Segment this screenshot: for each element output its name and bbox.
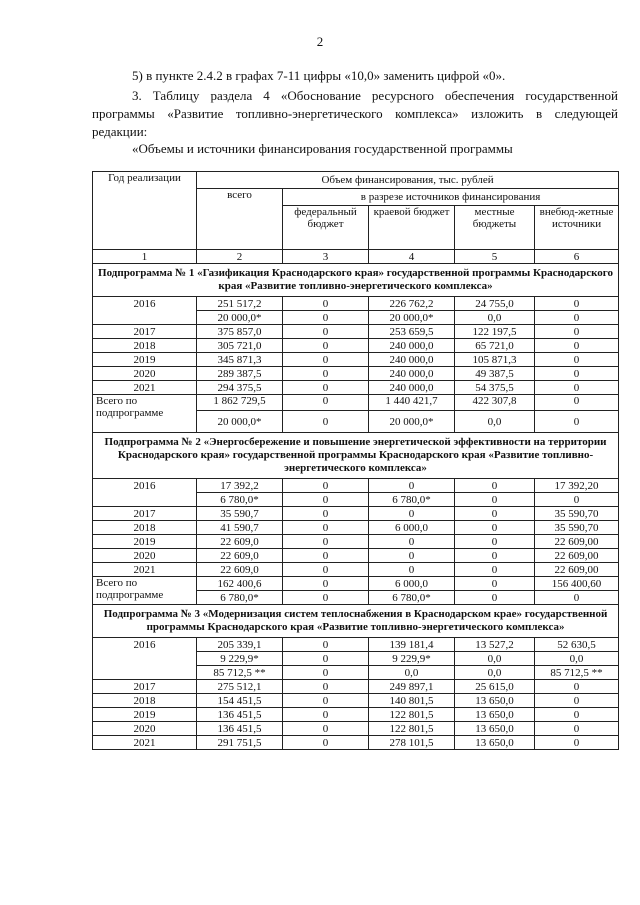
col-number: 1 <box>93 250 197 264</box>
table-row <box>93 722 619 736</box>
value-cell: 0 <box>535 722 619 736</box>
header-year: Год реализации <box>93 172 197 250</box>
table-row <box>93 666 619 680</box>
value-cell: 35 590,70 <box>535 507 619 521</box>
value-cell: 0,0 <box>455 666 535 680</box>
value-cell: 0 <box>535 708 619 722</box>
value-cell: 13 650,0 <box>455 694 535 708</box>
value-cell: 0 <box>283 722 369 736</box>
total-value-cell: 6 000,0 <box>369 577 455 591</box>
table-caption: «Объемы и источники финансирования государственной программы <box>132 141 513 156</box>
value-cell: 154 451,5 <box>197 694 283 708</box>
header-extra: внебюд-жетные источники <box>535 206 619 250</box>
value-cell: 0 <box>283 381 369 395</box>
header-volume: Объем финансирования, тыс. рублей <box>197 172 619 189</box>
value-cell: 6 000,0 <box>369 521 455 535</box>
value-cell: 13 650,0 <box>455 708 535 722</box>
value-cell: 0 <box>535 297 619 311</box>
total-value-cell: 0 <box>535 591 619 605</box>
value-cell: 0 <box>283 535 369 549</box>
value-cell: 0 <box>535 493 619 507</box>
value-cell: 226 762,2 <box>369 297 455 311</box>
value-cell: 0 <box>283 507 369 521</box>
table-row <box>93 311 619 325</box>
subprogram-title-row <box>93 264 619 297</box>
value-cell: 0 <box>283 521 369 535</box>
value-cell: 0 <box>369 549 455 563</box>
value-cell: 0 <box>535 339 619 353</box>
total-row <box>93 577 619 591</box>
value-cell: 375 857,0 <box>197 325 283 339</box>
value-cell: 0 <box>535 381 619 395</box>
value-cell: 17 392,2 <box>197 479 283 493</box>
value-cell: 0 <box>283 367 369 381</box>
total-value-cell: 1 440 421,7 <box>369 395 455 411</box>
value-cell: 0 <box>283 708 369 722</box>
header-local: местные бюджеты <box>455 206 535 250</box>
value-cell: 305 721,0 <box>197 339 283 353</box>
value-cell: 25 615,0 <box>455 680 535 694</box>
year-cell: 2019 <box>93 708 197 722</box>
table-row <box>93 521 619 535</box>
value-cell: 13 650,0 <box>455 736 535 750</box>
value-cell: 9 229,9* <box>197 652 283 666</box>
value-cell: 240 000,0 <box>369 381 455 395</box>
value-cell: 17 392,20 <box>535 479 619 493</box>
value-cell: 0 <box>535 736 619 750</box>
value-cell: 0 <box>535 367 619 381</box>
value-cell: 0 <box>283 563 369 577</box>
table-row <box>93 549 619 563</box>
year-cell: 2017 <box>93 680 197 694</box>
year-cell: 2020 <box>93 549 197 563</box>
value-cell: 22 609,0 <box>197 563 283 577</box>
value-cell: 251 517,2 <box>197 297 283 311</box>
value-cell: 0 <box>283 311 369 325</box>
value-cell: 253 659,5 <box>369 325 455 339</box>
table-row <box>93 353 619 367</box>
year-cell <box>93 652 197 666</box>
total-value-cell: 0,0 <box>455 411 535 433</box>
year-cell: 2016 <box>93 297 197 311</box>
total-label: Всего по подпрограмме <box>93 395 197 433</box>
col-number: 2 <box>197 250 283 264</box>
table-row <box>93 381 619 395</box>
value-cell: 0,0 <box>369 666 455 680</box>
page-number: 2 <box>316 34 324 49</box>
value-cell: 13 650,0 <box>455 722 535 736</box>
value-cell: 136 451,5 <box>197 708 283 722</box>
value-cell: 136 451,5 <box>197 722 283 736</box>
value-cell: 0 <box>283 680 369 694</box>
header-total: всего <box>197 189 283 250</box>
value-cell: 13 527,2 <box>455 638 535 652</box>
total-value-cell: 20 000,0* <box>369 411 455 433</box>
value-cell: 294 375,5 <box>197 381 283 395</box>
value-cell: 85 712,5 ** <box>535 666 619 680</box>
value-cell: 0 <box>369 507 455 521</box>
table-row <box>93 367 619 381</box>
value-cell: 275 512,1 <box>197 680 283 694</box>
value-cell: 22 609,00 <box>535 549 619 563</box>
value-cell: 0,0 <box>455 652 535 666</box>
paragraph-item-3: 3. Таблицу раздела 4 «Обоснование ресурсного обеспечения государственной программы «Развитие топливно-энергетического комплекса» изложить в следующей редакции: <box>92 88 618 139</box>
table-row <box>93 708 619 722</box>
value-cell: 6 780,0* <box>197 493 283 507</box>
year-cell <box>93 311 197 325</box>
col-number: 5 <box>455 250 535 264</box>
year-cell: 2019 <box>93 353 197 367</box>
table-row <box>93 680 619 694</box>
total-value-cell: 6 780,0* <box>369 591 455 605</box>
col-number: 3 <box>283 250 369 264</box>
year-cell <box>93 493 197 507</box>
paragraph-item-5: 5) в пункте 2.4.2 в графах 7-11 цифры «10,0» заменить цифрой «0». <box>132 68 506 83</box>
value-cell: 35 590,70 <box>535 521 619 535</box>
col-number: 4 <box>369 250 455 264</box>
value-cell: 49 387,5 <box>455 367 535 381</box>
value-cell: 289 387,5 <box>197 367 283 381</box>
subprogram-title: Подпрограмма № 3 «Модернизация систем теплоснабжения в Краснодарском крае» государственной программы Краснодарского края «Развитие топливно-энергетического комплекса» <box>93 605 619 638</box>
value-cell: 0 <box>369 479 455 493</box>
year-cell: 2018 <box>93 694 197 708</box>
total-value-cell: 0 <box>455 591 535 605</box>
value-cell: 0 <box>283 638 369 652</box>
header-federal: федеральный бюджет <box>283 206 369 250</box>
year-cell: 2017 <box>93 325 197 339</box>
value-cell: 0 <box>283 666 369 680</box>
value-cell: 22 609,00 <box>535 563 619 577</box>
value-cell: 0 <box>455 549 535 563</box>
total-value-cell: 0 <box>535 411 619 433</box>
total-value-cell: 162 400,6 <box>197 577 283 591</box>
year-cell: 2016 <box>93 638 197 652</box>
value-cell: 139 181,4 <box>369 638 455 652</box>
value-cell: 0 <box>535 353 619 367</box>
value-cell: 0 <box>283 652 369 666</box>
value-cell: 22 609,00 <box>535 535 619 549</box>
value-cell: 85 712,5 ** <box>197 666 283 680</box>
total-value-cell: 156 400,60 <box>535 577 619 591</box>
value-cell: 0 <box>283 479 369 493</box>
header-regional: краевой бюджет <box>369 206 455 250</box>
table-row <box>93 479 619 493</box>
value-cell: 122 197,5 <box>455 325 535 339</box>
total-label: Всего по подпрограмме <box>93 577 197 605</box>
table-row <box>93 652 619 666</box>
value-cell: 9 229,9* <box>369 652 455 666</box>
value-cell: 0 <box>535 325 619 339</box>
value-cell: 0 <box>535 311 619 325</box>
value-cell: 0 <box>535 680 619 694</box>
value-cell: 0 <box>455 563 535 577</box>
value-cell: 0,0 <box>535 652 619 666</box>
value-cell: 0 <box>283 297 369 311</box>
year-cell: 2016 <box>93 479 197 493</box>
year-cell: 2018 <box>93 521 197 535</box>
value-cell: 6 780,0* <box>369 493 455 507</box>
table-row <box>93 339 619 353</box>
value-cell: 0 <box>369 535 455 549</box>
year-cell: 2017 <box>93 507 197 521</box>
value-cell: 0,0 <box>455 311 535 325</box>
subprogram-title-row <box>93 433 619 479</box>
value-cell: 122 801,5 <box>369 708 455 722</box>
total-value-cell: 0 <box>283 591 369 605</box>
total-value-cell: 0 <box>283 395 369 411</box>
value-cell: 54 375,5 <box>455 381 535 395</box>
value-cell: 0 <box>283 736 369 750</box>
table-row <box>93 638 619 652</box>
value-cell: 41 590,7 <box>197 521 283 535</box>
table-row <box>93 493 619 507</box>
value-cell: 0 <box>535 694 619 708</box>
year-cell: 2021 <box>93 563 197 577</box>
table-row <box>93 563 619 577</box>
value-cell: 0 <box>283 493 369 507</box>
subprogram-title: Подпрограмма № 2 «Энергосбережение и повышение энергетической эффективности на территории Краснодарского края» государственной программы Краснодарского края «Развитие топливно-энергетического комплекса» <box>93 433 619 479</box>
table-row <box>93 535 619 549</box>
total-value-cell: 20 000,0* <box>197 411 283 433</box>
total-value-cell: 0 <box>455 577 535 591</box>
year-cell <box>93 666 197 680</box>
year-cell: 2018 <box>93 339 197 353</box>
table-row <box>93 736 619 750</box>
subprogram-title: Подпрограмма № 1 «Газификация Краснодарского края» государственной программы Краснодарского края «Развитие топливно-энергетического комплекса» <box>93 264 619 297</box>
value-cell: 240 000,0 <box>369 353 455 367</box>
value-cell: 0 <box>283 325 369 339</box>
value-cell: 20 000,0* <box>369 311 455 325</box>
col-number: 6 <box>535 250 619 264</box>
value-cell: 105 871,3 <box>455 353 535 367</box>
value-cell: 24 755,0 <box>455 297 535 311</box>
table-row <box>93 325 619 339</box>
value-cell: 0 <box>455 521 535 535</box>
total-value-cell: 1 862 729,5 <box>197 395 283 411</box>
value-cell: 0 <box>283 694 369 708</box>
table-row <box>93 297 619 311</box>
value-cell: 240 000,0 <box>369 339 455 353</box>
total-value-cell: 0 <box>283 411 369 433</box>
value-cell: 0 <box>283 353 369 367</box>
value-cell: 278 101,5 <box>369 736 455 750</box>
year-cell: 2021 <box>93 736 197 750</box>
value-cell: 291 751,5 <box>197 736 283 750</box>
value-cell: 52 630,5 <box>535 638 619 652</box>
year-cell: 2020 <box>93 367 197 381</box>
column-numbers-row <box>93 250 619 264</box>
value-cell: 0 <box>455 493 535 507</box>
year-cell: 2021 <box>93 381 197 395</box>
value-cell: 20 000,0* <box>197 311 283 325</box>
value-cell: 0 <box>369 563 455 577</box>
value-cell: 0 <box>455 507 535 521</box>
total-value-cell: 0 <box>535 395 619 411</box>
header-by-source: в разрезе источников финансирования <box>283 189 619 206</box>
value-cell: 0 <box>455 535 535 549</box>
value-cell: 0 <box>283 549 369 563</box>
year-cell: 2020 <box>93 722 197 736</box>
value-cell: 0 <box>283 339 369 353</box>
value-cell: 0 <box>455 479 535 493</box>
total-value-cell: 422 307,8 <box>455 395 535 411</box>
year-cell: 2019 <box>93 535 197 549</box>
subprogram-title-row <box>93 605 619 638</box>
financing-table <box>92 171 619 750</box>
total-value-cell: 6 780,0* <box>197 591 283 605</box>
value-cell: 249 897,1 <box>369 680 455 694</box>
value-cell: 22 609,0 <box>197 535 283 549</box>
value-cell: 22 609,0 <box>197 549 283 563</box>
total-row <box>93 395 619 411</box>
value-cell: 65 721,0 <box>455 339 535 353</box>
total-value-cell: 0 <box>283 577 369 591</box>
value-cell: 240 000,0 <box>369 367 455 381</box>
value-cell: 122 801,5 <box>369 722 455 736</box>
value-cell: 345 871,3 <box>197 353 283 367</box>
value-cell: 35 590,7 <box>197 507 283 521</box>
table-row <box>93 507 619 521</box>
table-row <box>93 694 619 708</box>
value-cell: 205 339,1 <box>197 638 283 652</box>
value-cell: 140 801,5 <box>369 694 455 708</box>
